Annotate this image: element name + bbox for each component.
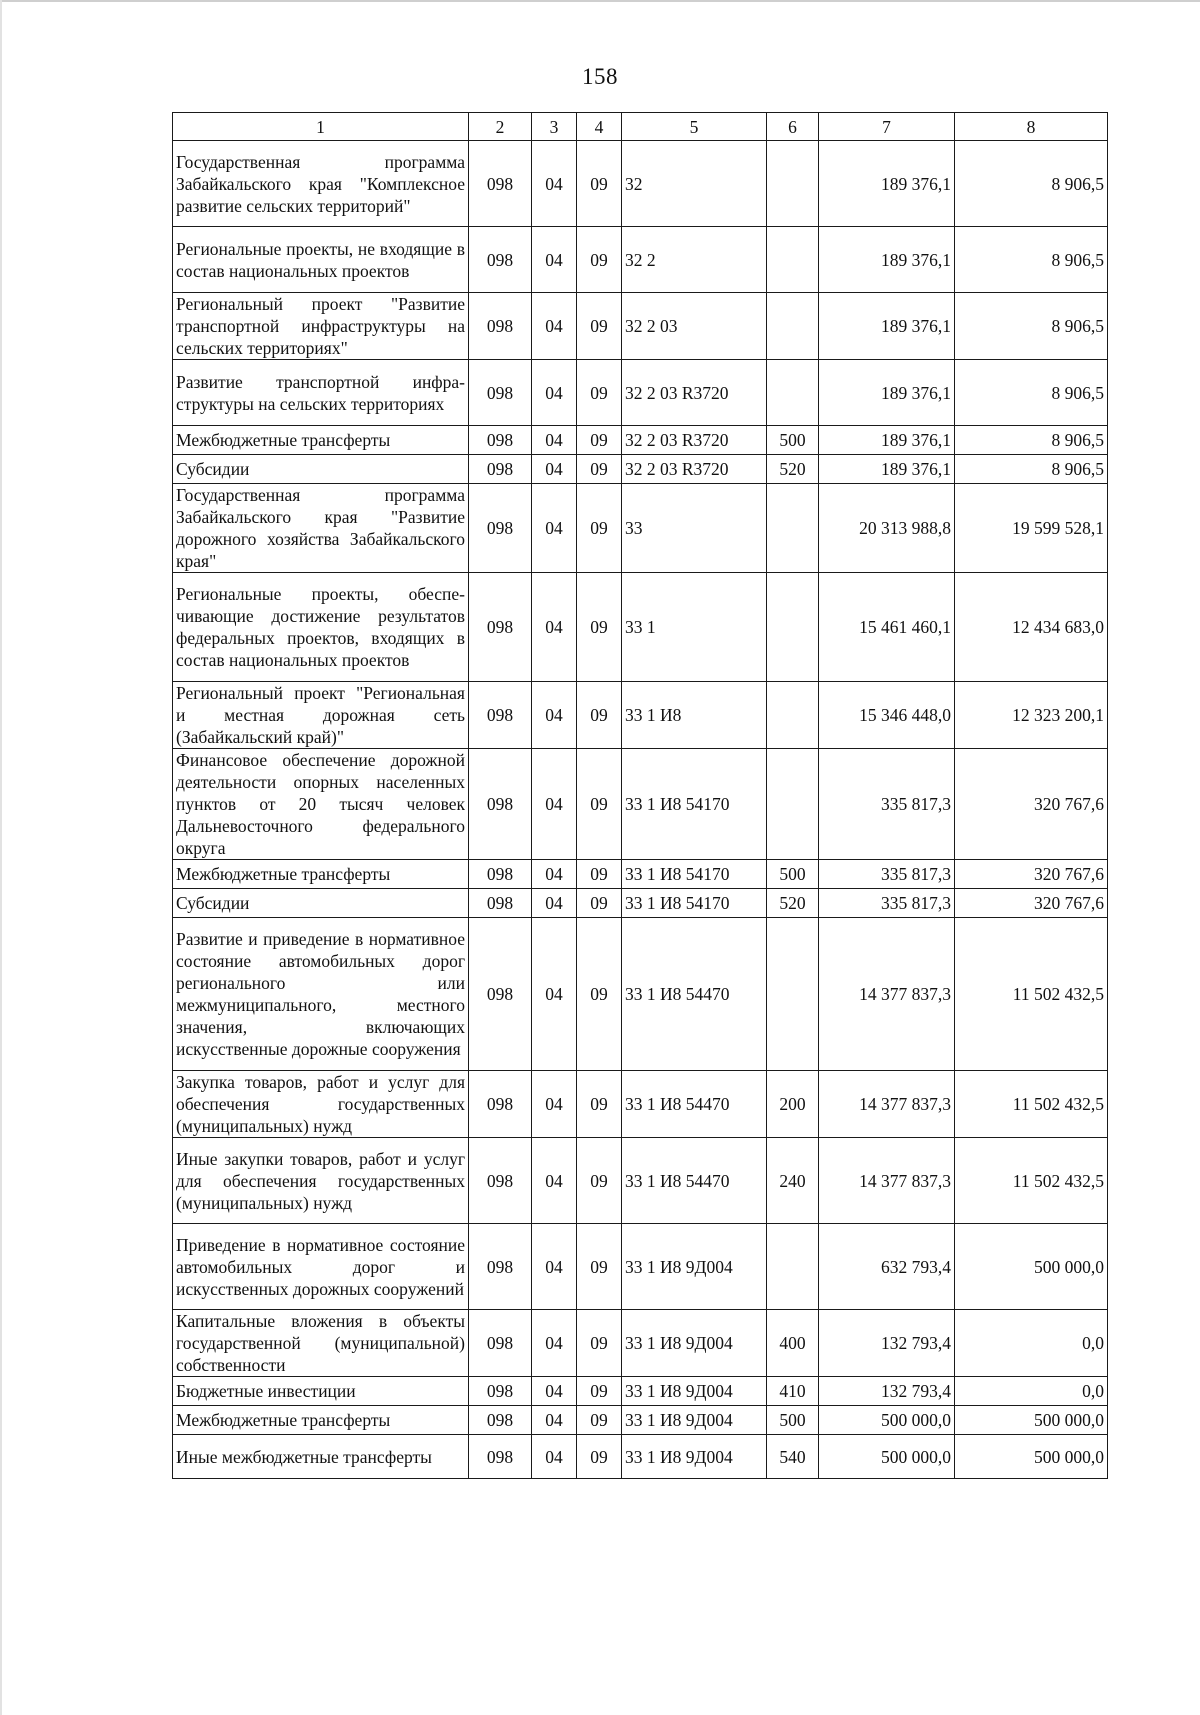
amount-column-7: 189 376,1 bbox=[819, 227, 955, 293]
subsection-code: 09 bbox=[577, 1310, 622, 1377]
target-article-code: 33 1 bbox=[622, 573, 767, 682]
expense-type-code: 540 bbox=[767, 1435, 819, 1479]
target-article-code: 32 2 03 bbox=[622, 293, 767, 360]
amount-column-8: 8 906,5 bbox=[955, 141, 1108, 227]
expense-type-code bbox=[767, 573, 819, 682]
table-row bbox=[173, 426, 1108, 455]
target-article-code: 33 1 И8 54470 bbox=[622, 1071, 767, 1138]
section-code: 04 bbox=[532, 360, 577, 426]
amount-column-7: 189 376,1 bbox=[819, 293, 955, 360]
table-row bbox=[173, 141, 1108, 227]
expense-type-code: 520 bbox=[767, 455, 819, 484]
amount-column-8: 320 767,6 bbox=[955, 889, 1108, 918]
expense-type-code: 400 bbox=[767, 1310, 819, 1377]
target-article-code: 33 1 И8 9Д004 bbox=[622, 1435, 767, 1479]
scan-edge-top bbox=[0, 0, 1200, 2]
expense-type-code bbox=[767, 484, 819, 573]
amount-column-8: 12 434 683,0 bbox=[955, 573, 1108, 682]
row-description: Межбюджетные трансферты bbox=[173, 426, 469, 455]
amount-column-7: 500 000,0 bbox=[819, 1435, 955, 1479]
section-code: 04 bbox=[532, 1310, 577, 1377]
chapter-code: 098 bbox=[469, 1435, 532, 1479]
section-code: 04 bbox=[532, 682, 577, 749]
scan-edge-left bbox=[0, 0, 2, 1715]
column-header-7: 7 bbox=[819, 113, 955, 141]
chapter-code: 098 bbox=[469, 749, 532, 860]
expense-type-code: 200 bbox=[767, 1071, 819, 1138]
section-code: 04 bbox=[532, 889, 577, 918]
amount-column-8: 320 767,6 bbox=[955, 860, 1108, 889]
table-row bbox=[173, 682, 1108, 749]
column-header-5: 5 bbox=[622, 113, 767, 141]
chapter-code: 098 bbox=[469, 227, 532, 293]
amount-column-8: 0,0 bbox=[955, 1310, 1108, 1377]
target-article-code: 33 1 И8 bbox=[622, 682, 767, 749]
amount-column-7: 500 000,0 bbox=[819, 1406, 955, 1435]
amount-column-7: 189 376,1 bbox=[819, 426, 955, 455]
column-header-1: 1 bbox=[173, 113, 469, 141]
section-code: 04 bbox=[532, 293, 577, 360]
subsection-code: 09 bbox=[577, 1377, 622, 1406]
section-code: 04 bbox=[532, 918, 577, 1071]
target-article-code: 33 1 И8 9Д004 bbox=[622, 1406, 767, 1435]
amount-column-7: 14 377 837,3 bbox=[819, 918, 955, 1071]
row-description: Государственная программа Забайкальского края "Развитие дорожного хозяйства Забайкальского края" bbox=[173, 484, 469, 573]
table-row bbox=[173, 1310, 1108, 1377]
section-code: 04 bbox=[532, 484, 577, 573]
subsection-code: 09 bbox=[577, 360, 622, 426]
section-code: 04 bbox=[532, 1224, 577, 1310]
amount-column-8: 0,0 bbox=[955, 1377, 1108, 1406]
expense-type-code bbox=[767, 749, 819, 860]
expense-type-code bbox=[767, 1224, 819, 1310]
target-article-code: 33 1 И8 9Д004 bbox=[622, 1310, 767, 1377]
chapter-code: 098 bbox=[469, 1310, 532, 1377]
row-description: Приведение в нормативное состояние автомобильных дорог и искусственных дорожных сооружений bbox=[173, 1224, 469, 1310]
chapter-code: 098 bbox=[469, 484, 532, 573]
amount-column-8: 12 323 200,1 bbox=[955, 682, 1108, 749]
row-description: Региональные проекты, обеспечивающие достижение результатов федеральных проектов, входящих в состав национальных проектов bbox=[173, 573, 469, 682]
chapter-code: 098 bbox=[469, 1224, 532, 1310]
section-code: 04 bbox=[532, 426, 577, 455]
subsection-code: 09 bbox=[577, 573, 622, 682]
row-description: Межбюджетные трансферты bbox=[173, 1406, 469, 1435]
section-code: 04 bbox=[532, 227, 577, 293]
row-description: Государственная программа Забайкальского края "Комплексное развитие сельских территорий" bbox=[173, 141, 469, 227]
expense-type-code bbox=[767, 293, 819, 360]
target-article-code: 32 2 03 R3720 bbox=[622, 426, 767, 455]
target-article-code: 32 2 03 R3720 bbox=[622, 360, 767, 426]
table-row bbox=[173, 1377, 1108, 1406]
target-article-code: 32 2 03 R3720 bbox=[622, 455, 767, 484]
row-description: Иные закупки товаров, работ и услуг для обеспечения государственных (муниципальных) нужд bbox=[173, 1138, 469, 1224]
subsection-code: 09 bbox=[577, 889, 622, 918]
subsection-code: 09 bbox=[577, 918, 622, 1071]
expense-type-code bbox=[767, 682, 819, 749]
chapter-code: 098 bbox=[469, 455, 532, 484]
row-description: Региональный проект "Развитие транспортной инфраструктуры на сельских территориях" bbox=[173, 293, 469, 360]
expense-type-code: 500 bbox=[767, 860, 819, 889]
expense-type-code: 240 bbox=[767, 1138, 819, 1224]
section-code: 04 bbox=[532, 573, 577, 682]
table-row bbox=[173, 860, 1108, 889]
subsection-code: 09 bbox=[577, 1406, 622, 1435]
section-code: 04 bbox=[532, 1071, 577, 1138]
table-header-row bbox=[173, 113, 1108, 141]
table-row bbox=[173, 484, 1108, 573]
table-row bbox=[173, 1071, 1108, 1138]
row-description: Закупка товаров, работ и услуг для обеспечения государственных (муниципальных) нужд bbox=[173, 1071, 469, 1138]
table-row bbox=[173, 889, 1108, 918]
chapter-code: 098 bbox=[469, 682, 532, 749]
amount-column-8: 11 502 432,5 bbox=[955, 918, 1108, 1071]
chapter-code: 098 bbox=[469, 889, 532, 918]
expense-type-code: 500 bbox=[767, 426, 819, 455]
expense-type-code bbox=[767, 918, 819, 1071]
target-article-code: 33 1 И8 54170 bbox=[622, 860, 767, 889]
subsection-code: 09 bbox=[577, 484, 622, 573]
amount-column-7: 132 793,4 bbox=[819, 1377, 955, 1406]
table-body bbox=[173, 141, 1108, 1479]
amount-column-7: 132 793,4 bbox=[819, 1310, 955, 1377]
expense-type-code: 520 bbox=[767, 889, 819, 918]
row-description: Субсидии bbox=[173, 455, 469, 484]
table-row bbox=[173, 360, 1108, 426]
row-description: Иные межбюджетные трансферты bbox=[173, 1435, 469, 1479]
amount-column-8: 320 767,6 bbox=[955, 749, 1108, 860]
target-article-code: 33 1 И8 54170 bbox=[622, 749, 767, 860]
amount-column-8: 8 906,5 bbox=[955, 426, 1108, 455]
chapter-code: 098 bbox=[469, 426, 532, 455]
table-row bbox=[173, 749, 1108, 860]
expense-type-code bbox=[767, 227, 819, 293]
row-description: Финансовое обеспечение дорожной деятельности опорных населенных пунктов от 20 тысяч человек Дальневосточного федерального округа bbox=[173, 749, 469, 860]
amount-column-8: 500 000,0 bbox=[955, 1224, 1108, 1310]
amount-column-7: 15 346 448,0 bbox=[819, 682, 955, 749]
section-code: 04 bbox=[532, 1138, 577, 1224]
target-article-code: 33 1 И8 9Д004 bbox=[622, 1224, 767, 1310]
table-row bbox=[173, 1406, 1108, 1435]
amount-column-8: 11 502 432,5 bbox=[955, 1138, 1108, 1224]
chapter-code: 098 bbox=[469, 141, 532, 227]
row-description: Региональные проекты, не входящие в состав национальных проектов bbox=[173, 227, 469, 293]
subsection-code: 09 bbox=[577, 1071, 622, 1138]
target-article-code: 33 1 И8 9Д004 bbox=[622, 1377, 767, 1406]
amount-column-7: 189 376,1 bbox=[819, 360, 955, 426]
expense-type-code bbox=[767, 360, 819, 426]
target-article-code: 33 1 И8 54470 bbox=[622, 1138, 767, 1224]
section-code: 04 bbox=[532, 1377, 577, 1406]
amount-column-7: 632 793,4 bbox=[819, 1224, 955, 1310]
chapter-code: 098 bbox=[469, 293, 532, 360]
row-description: Развитие и приведение в нормативное состояние автомобильных дорог регионального или межмуниципального, местного значения, включающих искусственные дорожные сооружения bbox=[173, 918, 469, 1071]
subsection-code: 09 bbox=[577, 141, 622, 227]
chapter-code: 098 bbox=[469, 573, 532, 682]
amount-column-7: 14 377 837,3 bbox=[819, 1138, 955, 1224]
chapter-code: 098 bbox=[469, 1138, 532, 1224]
subsection-code: 09 bbox=[577, 426, 622, 455]
table-row bbox=[173, 1138, 1108, 1224]
target-article-code: 33 1 И8 54470 bbox=[622, 918, 767, 1071]
amount-column-8: 8 906,5 bbox=[955, 293, 1108, 360]
section-code: 04 bbox=[532, 141, 577, 227]
amount-column-8: 8 906,5 bbox=[955, 360, 1108, 426]
amount-column-7: 15 461 460,1 bbox=[819, 573, 955, 682]
amount-column-7: 14 377 837,3 bbox=[819, 1071, 955, 1138]
table-row bbox=[173, 1435, 1108, 1479]
chapter-code: 098 bbox=[469, 860, 532, 889]
subsection-code: 09 bbox=[577, 455, 622, 484]
row-description: Межбюджетные трансферты bbox=[173, 860, 469, 889]
section-code: 04 bbox=[532, 1435, 577, 1479]
subsection-code: 09 bbox=[577, 749, 622, 860]
row-description: Капитальные вложения в объекты государственной (муниципальной) собственности bbox=[173, 1310, 469, 1377]
amount-column-8: 11 502 432,5 bbox=[955, 1071, 1108, 1138]
chapter-code: 098 bbox=[469, 1406, 532, 1435]
amount-column-8: 500 000,0 bbox=[955, 1406, 1108, 1435]
column-header-8: 8 bbox=[955, 113, 1108, 141]
amount-column-8: 19 599 528,1 bbox=[955, 484, 1108, 573]
amount-column-7: 189 376,1 bbox=[819, 141, 955, 227]
section-code: 04 bbox=[532, 455, 577, 484]
amount-column-7: 20 313 988,8 bbox=[819, 484, 955, 573]
page-number: 158 bbox=[582, 64, 618, 89]
row-description: Бюджетные инвестиции bbox=[173, 1377, 469, 1406]
expense-type-code bbox=[767, 141, 819, 227]
subsection-code: 09 bbox=[577, 227, 622, 293]
amount-column-7: 335 817,3 bbox=[819, 749, 955, 860]
target-article-code: 32 2 bbox=[622, 227, 767, 293]
subsection-code: 09 bbox=[577, 682, 622, 749]
table-row bbox=[173, 227, 1108, 293]
table-row bbox=[173, 293, 1108, 360]
amount-column-8: 8 906,5 bbox=[955, 455, 1108, 484]
target-article-code: 32 bbox=[622, 141, 767, 227]
section-code: 04 bbox=[532, 749, 577, 860]
amount-column-8: 500 000,0 bbox=[955, 1435, 1108, 1479]
amount-column-7: 335 817,3 bbox=[819, 860, 955, 889]
amount-column-7: 335 817,3 bbox=[819, 889, 955, 918]
column-header-3: 3 bbox=[532, 113, 577, 141]
section-code: 04 bbox=[532, 1406, 577, 1435]
column-header-2: 2 bbox=[469, 113, 532, 141]
subsection-code: 09 bbox=[577, 293, 622, 360]
amount-column-8: 8 906,5 bbox=[955, 227, 1108, 293]
chapter-code: 098 bbox=[469, 1377, 532, 1406]
subsection-code: 09 bbox=[577, 860, 622, 889]
chapter-code: 098 bbox=[469, 360, 532, 426]
table-row bbox=[173, 455, 1108, 484]
expense-type-code: 410 bbox=[767, 1377, 819, 1406]
expense-type-code: 500 bbox=[767, 1406, 819, 1435]
chapter-code: 098 bbox=[469, 1071, 532, 1138]
row-description: Развитие транспортной инфраструктуры на сельских территориях bbox=[173, 360, 469, 426]
table-row bbox=[173, 573, 1108, 682]
table-row bbox=[173, 1224, 1108, 1310]
budget-table bbox=[172, 112, 1108, 1479]
subsection-code: 09 bbox=[577, 1435, 622, 1479]
column-header-4: 4 bbox=[577, 113, 622, 141]
column-header-6: 6 bbox=[767, 113, 819, 141]
row-description: Региональный проект "Региональная и местная дорожная сеть (Забайкальский край)" bbox=[173, 682, 469, 749]
target-article-code: 33 1 И8 54170 bbox=[622, 889, 767, 918]
row-description: Субсидии bbox=[173, 889, 469, 918]
subsection-code: 09 bbox=[577, 1138, 622, 1224]
amount-column-7: 189 376,1 bbox=[819, 455, 955, 484]
subsection-code: 09 bbox=[577, 1224, 622, 1310]
table-row bbox=[173, 918, 1108, 1071]
chapter-code: 098 bbox=[469, 918, 532, 1071]
section-code: 04 bbox=[532, 860, 577, 889]
target-article-code: 33 bbox=[622, 484, 767, 573]
